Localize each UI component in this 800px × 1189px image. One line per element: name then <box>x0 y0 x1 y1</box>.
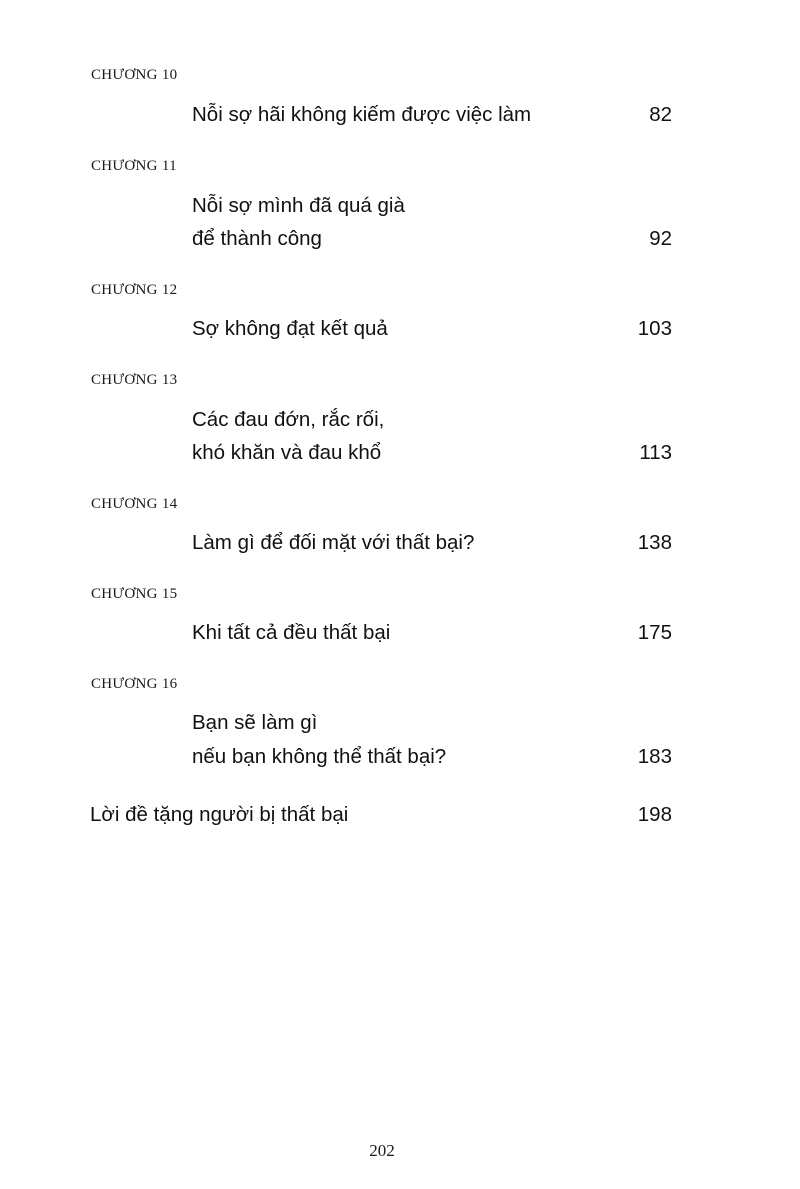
chapter-label: CHƯƠNG 14 <box>91 496 178 512</box>
chapter-label: CHƯƠNG 10 <box>91 67 178 83</box>
page-number: 103 <box>637 317 672 340</box>
page-number: 183 <box>637 745 672 768</box>
chapter-label: CHƯƠNG 12 <box>91 282 178 298</box>
page-number: 113 <box>639 441 672 464</box>
chapter-label: CHƯƠNG 16 <box>91 676 178 692</box>
epilogue-title: Lời đề tặng người bị thất bại <box>90 803 349 826</box>
chapter-title: Khi tất cả đều thất bại <box>192 621 391 644</box>
chapter-title: để thành công <box>192 227 322 250</box>
chapter-title: khó khăn và đau khổ <box>192 441 382 464</box>
page-number: 198 <box>637 803 672 826</box>
page-number: 175 <box>637 621 672 644</box>
page-number: 82 <box>649 103 672 126</box>
chapter-title: Làm gì để đối mặt với thất bại? <box>192 531 475 554</box>
folio-page-number: 202 <box>369 1141 395 1160</box>
page-number: 138 <box>637 531 672 554</box>
chapter-title: Nỗi sợ mình đã quá già <box>192 194 405 217</box>
chapter-title: nếu bạn không thể thất bại? <box>192 745 447 768</box>
chapter-title: Bạn sẽ làm gì <box>192 711 318 734</box>
chapter-title: Sợ không đạt kết quả <box>192 317 388 340</box>
chapter-label: CHƯƠNG 15 <box>91 586 178 602</box>
chapter-title: Các đau đớn, rắc rối, <box>192 408 385 431</box>
page-number: 92 <box>649 227 672 250</box>
chapter-label: CHƯƠNG 13 <box>91 372 178 388</box>
chapter-label: CHƯƠNG 11 <box>91 158 177 174</box>
chapter-title: Nỗi sợ hãi không kiếm được việc làm <box>192 103 532 126</box>
